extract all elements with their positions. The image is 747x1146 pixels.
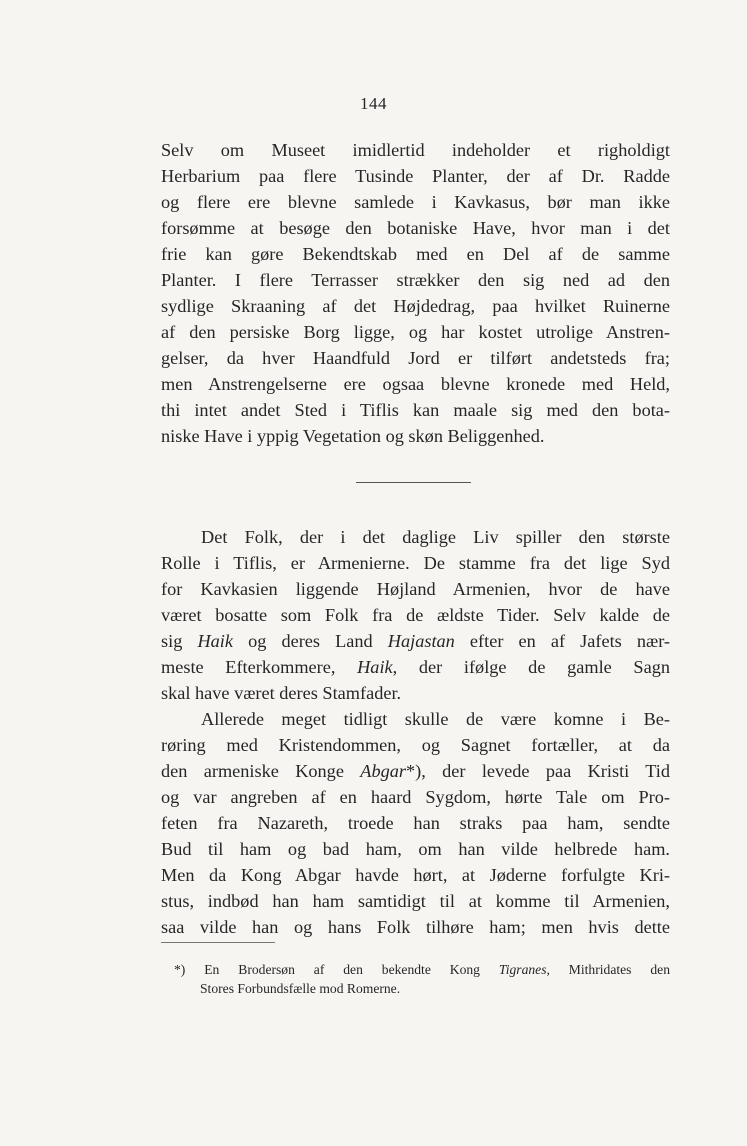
text-line: af den persiske Borg ligge, og har kostet utrolige Anstren- <box>161 322 670 342</box>
text-line: thi intet andet Sted i Tiflis kan maale sig med den bota- <box>161 400 670 420</box>
text-line <box>161 758 670 784</box>
text-line: Herbarium paa flere Tusinde Planter, der af Dr. Radde <box>161 166 670 186</box>
italic-name-haik: Haik <box>357 657 393 677</box>
text-line: saa vilde han og hans Folk tilhøre ham; men hvis dette <box>161 917 670 937</box>
text-line: skal have været deres Stamfader. <box>161 683 402 703</box>
text-line: Allerede meget tidligt skulle de være komne i Be- <box>201 709 670 729</box>
italic-name-haik: Haik <box>197 631 233 651</box>
text-span: , der levede paa Kristi Tid <box>421 761 670 781</box>
text-line: været bosatte som Folk fra de ældste Tider. Selv kalde de <box>161 605 670 625</box>
text-line: Det Folk, der i det daglige Liv spiller den største <box>201 527 670 547</box>
text-line: men Anstrengelserne ere ogsaa blevne kronede med Held, <box>161 374 670 394</box>
text-line: Rolle i Tiflis, er Armenierne. De stamme fra det lige Syd <box>161 553 670 573</box>
footnote-rule <box>161 942 275 943</box>
text-span: efter en af Jafets nær- <box>454 631 671 651</box>
text-line: for Kavkasien liggende Højland Armenien, hvor de have <box>161 579 670 599</box>
text-line: og var angreben af en haard Sygdom, hørte Tale om Pro- <box>161 787 670 807</box>
text-line: niske Have i yppig Vegetation og skøn Beliggenhed. <box>161 426 545 446</box>
text-span: sig <box>161 631 198 651</box>
text-line: Planter. I flere Terrasser strækker den sig ned ad den <box>161 270 670 290</box>
footnote-line <box>174 960 670 980</box>
text-line <box>161 654 670 680</box>
footnote-mark: *) <box>174 962 186 977</box>
text-line: gelser, da hver Haandfuld Jord er tilført andetsteds fra; <box>161 348 670 368</box>
footnote-reference: *) <box>406 761 422 781</box>
text-span: En Brodersøn af den bekendte Kong <box>204 962 499 977</box>
text-line: Selv om Museet imidlertid indeholder et righoldigt <box>161 140 670 160</box>
italic-name-tigranes: Tigranes <box>498 962 547 977</box>
text-line: stus, indbød han ham samtidigt til at komme til Armenien, <box>161 891 670 911</box>
text-line: røring med Kristendommen, og Sagnet fortæller, at da <box>161 735 670 755</box>
footnote-line: Stores Forbundsfælle mod Romerne. <box>200 981 401 996</box>
text-span: den armeniske Konge <box>161 761 361 781</box>
text-line: og flere ere blevne samlede i Kavkasus, bør man ikke <box>161 192 670 212</box>
text-span: meste Efterkommere, <box>161 657 358 677</box>
text-line: sydlige Skraaning af det Højdedrag, paa hvilket Ruinerne <box>161 296 670 316</box>
text-span: , der ifølge de gamle Sagn <box>392 657 670 677</box>
text-span: , Mithridates den <box>546 962 670 977</box>
text-line: forsømme at besøge den botaniske Have, hvor man i det <box>161 218 670 238</box>
text-line: feten fra Nazareth, troede han straks paa ham, sendte <box>161 813 670 833</box>
text-line: Men da Kong Abgar havde hørt, at Jøderne forfulgte Kri- <box>161 865 670 885</box>
section-divider <box>356 482 471 483</box>
page-number: 144 <box>360 94 387 113</box>
italic-name-hajastan: Hajastan <box>387 631 455 651</box>
text-line: Bud til ham og bad ham, om han vilde helbrede ham. <box>161 839 670 859</box>
text-span: og deres Land <box>232 631 388 651</box>
italic-name-abgar: Abgar <box>360 761 406 781</box>
text-line <box>161 628 670 654</box>
text-line: frie kan gøre Bekendtskab med en Del af de samme <box>161 244 670 264</box>
